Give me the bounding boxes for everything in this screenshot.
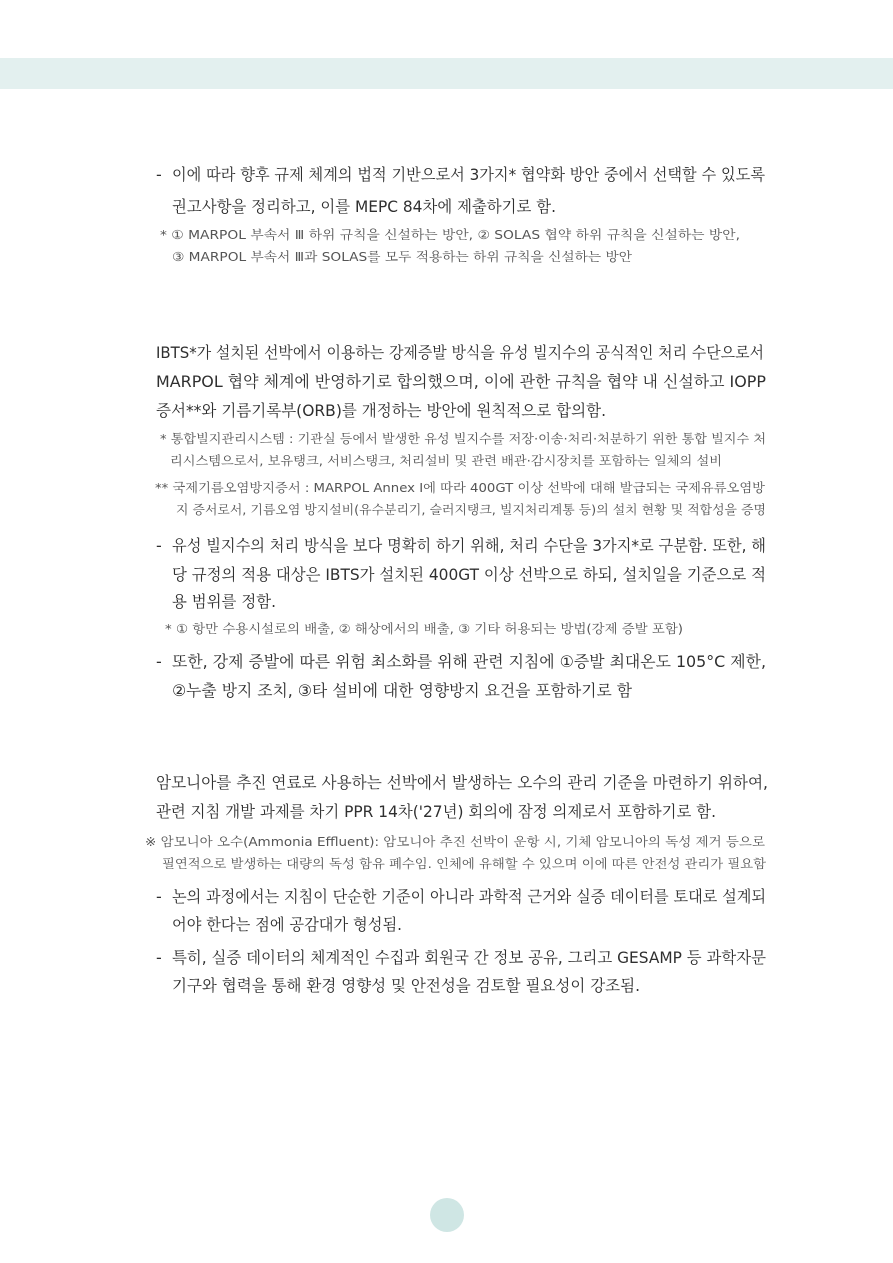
footnote: ** 국제기름오염방지증서 : MARPOL Annex I에 따라 400GT 이상 선박에 대해 발급되는 국제유류오염방 xyxy=(155,480,765,495)
footnote: * ① MARPOL 부속서 Ⅲ 하위 규칙을 신설하는 방안, ② SOLAS 협약 하위 규칙을 신설하는 방안, xyxy=(160,227,740,242)
bullet-dash: - xyxy=(156,165,162,184)
bullet-text: 이에 따라 향후 규제 체계의 법적 기반으로서 3가지* 협약화 방안 중에서 선택할 수 있도록 xyxy=(172,165,765,184)
bullet-text: ②누출 방지 조치, ③타 설비에 대한 영향방지 요건을 포함하기로 함 xyxy=(172,681,632,700)
bullet-dash: - xyxy=(156,887,162,906)
page-number-marker xyxy=(430,1198,464,1232)
reference-note: 필연적으로 발생하는 대량의 독성 함유 폐수임. 인체에 유해할 수 있으며 이에 따른 안전성 관리가 필요함 xyxy=(162,856,766,871)
reference-note: ※ 암모니아 오수(Ammonia Effluent): 암모니아 추진 선박이 운항 시, 기체 암모니아의 독성 제거 등으로 xyxy=(145,834,765,849)
bullet-text: 논의 과정에서는 지침이 단순한 기준이 아니라 과학적 근거와 실증 데이터를 토대로 설계되 xyxy=(172,887,766,906)
bullet-text: 권고사항을 정리하고, 이를 MEPC 84차에 제출하기로 함. xyxy=(172,197,556,216)
footnote: * ① 항만 수용시설로의 배출, ② 해상에서의 배출, ③ 기타 허용되는 방법(강제 증발 포함) xyxy=(165,621,683,636)
bullet-text: 용 범위를 정함. xyxy=(172,592,276,611)
header-band xyxy=(0,58,893,89)
paragraph-text: 암모니아를 추진 연료로 사용하는 선박에서 발생하는 오수의 관리 기준을 마련하기 위하여, xyxy=(156,773,768,792)
paragraph-text: 증서**와 기름기록부(ORB)를 개정하는 방안에 원칙적으로 합의함. xyxy=(156,401,606,420)
bullet-text: 당 규정의 적용 대상은 IBTS가 설치된 400GT 이상 선박으로 하되, 설치일을 기준으로 적 xyxy=(172,565,766,584)
footnote: ③ MARPOL 부속서 Ⅲ과 SOLAS를 모두 적용하는 하위 규칙을 신설하는 방안 xyxy=(172,249,632,264)
paragraph-text: 관련 지침 개발 과제를 차기 PPR 14차('27년) 회의에 잠정 의제로서 포함하기로 함. xyxy=(156,802,716,821)
bullet-text: 유성 빌지수의 처리 방식을 보다 명확히 하기 위해, 처리 수단을 3가지*로 구분함. 또한, 해 xyxy=(172,536,766,555)
paragraph-text: IBTS*가 설치된 선박에서 이용하는 강제증발 방식을 유성 빌지수의 공식적인 처리 수단으로서 xyxy=(156,343,764,362)
footnote: 지 증서로서, 기름오염 방지설비(유수분리기, 슬러지탱크, 빌지처리계통 등)의 설치 현황 및 적합성을 증명 xyxy=(176,502,766,517)
footnote: * 통합빌지관리시스템 : 기관실 등에서 발생한 유성 빌지수를 저장·이송·처리·처분하기 위한 통합 빌지수 처 xyxy=(160,431,766,446)
bullet-text: 특히, 실증 데이터의 체계적인 수집과 회원국 간 정보 공유, 그리고 GESAMP 등 과학자문 xyxy=(172,948,766,967)
paragraph-text: MARPOL 협약 체계에 반영하기로 합의했으며, 이에 관한 규칙을 협약 내 신설하고 IOPP xyxy=(156,372,766,391)
bullet-text: 또한, 강제 증발에 따른 위험 최소화를 위해 관련 지침에 ①증발 최대온도 105°C 제한, xyxy=(172,652,766,671)
bullet-text: 기구와 협력을 통해 환경 영향성 및 안전성을 검토할 필요성이 강조됨. xyxy=(172,976,640,995)
footnote: 리시스템으로서, 보유탱크, 서비스탱크, 처리설비 및 관련 배관·감시장치를 포함하는 일체의 설비 xyxy=(170,453,722,468)
bullet-dash: - xyxy=(156,536,162,555)
bullet-dash: - xyxy=(156,652,162,671)
bullet-dash: - xyxy=(156,948,162,967)
bullet-text: 어야 한다는 점에 공감대가 형성됨. xyxy=(172,915,402,934)
